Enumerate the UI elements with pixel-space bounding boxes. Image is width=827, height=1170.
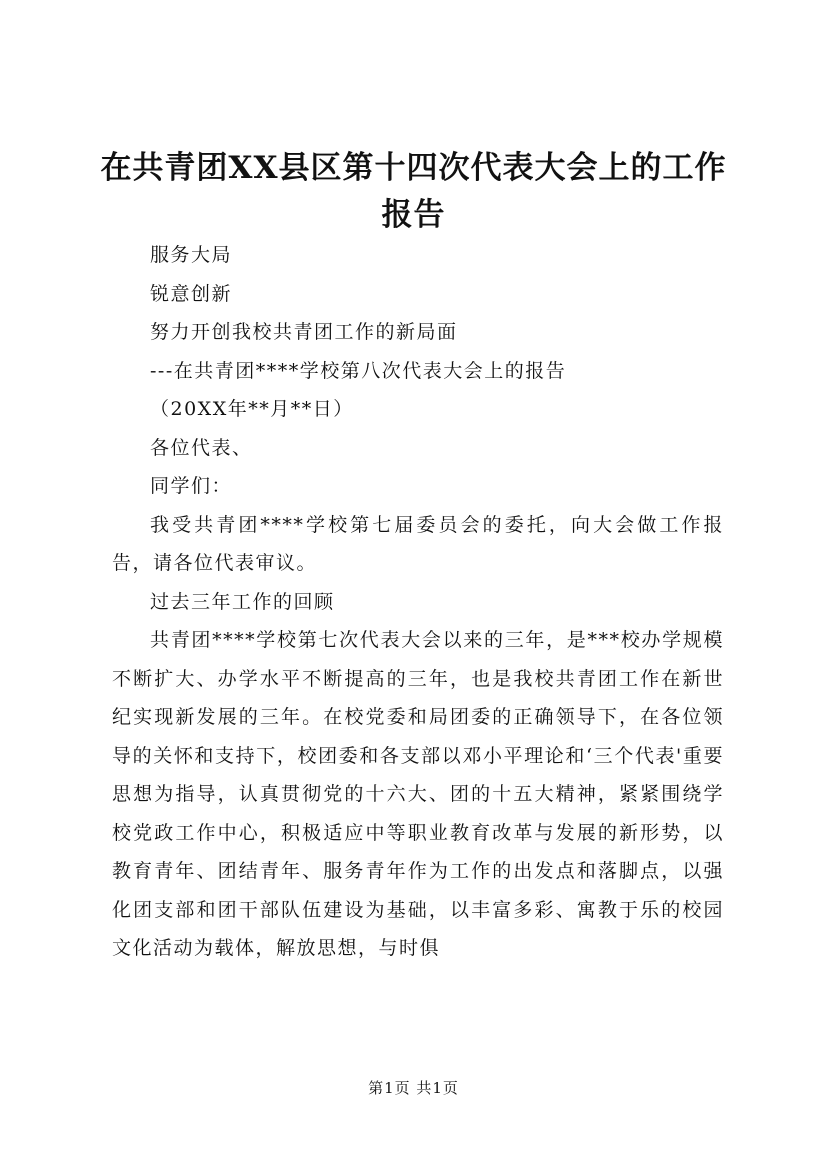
page-footer: 第1页 共1页 [368,1079,459,1097]
section-heading-review: 过去三年工作的回顾 [150,590,335,613]
document-body [112,236,724,968]
paragraph-date: （20XX年**月**日） [150,398,354,420]
title-line-2: 报告 [381,197,446,233]
paragraph-review-body: 共青团****学校第七次代表大会以来的三年，是***校办学规模不断扩大、办学水平不断提高的三年，也是我校共青团工作在新世纪实现新发展的三年。在校党委和局团委的正确领导下，在各位领导的关怀和支持下，校团委和各支部以邓小平理论和‘三个代表'重要思想为指导，认真贯彻党的十六大、团的十五大精神，紧紧围绕学校党政工作中心，积极适应中等职业教育改革与发展的新形势，以教育青年、团结青年、服务青年作为工作的出发点和落脚点，以强化团支部和团干部队伍建设为基础，以丰富多彩、寓教于乐的校园文化活动为载体，解放思想，与时俱 [112,629,724,959]
document-title [100,145,727,239]
paragraph-serve-overall: 服务大局 [150,244,233,266]
paragraph-innovate: 锐意创新 [150,282,233,305]
paragraph-report-name: ---在共青团****学校第八次代表大会上的报告 [150,359,567,382]
paragraph-greeting-students: 同学们： [150,475,233,497]
paragraph-intro: 我受共青团****学校第七届委员会的委托，向大会做工作报告，请各位代表审议。 [112,513,724,574]
paragraph-greeting-delegates: 各位代表、 [150,436,253,459]
paragraph-subtitle: 努力开创我校共青团工作的新局面 [150,321,458,343]
title-line-1: 在共青团XX县区第十四次代表大会上的工作 [100,150,727,186]
